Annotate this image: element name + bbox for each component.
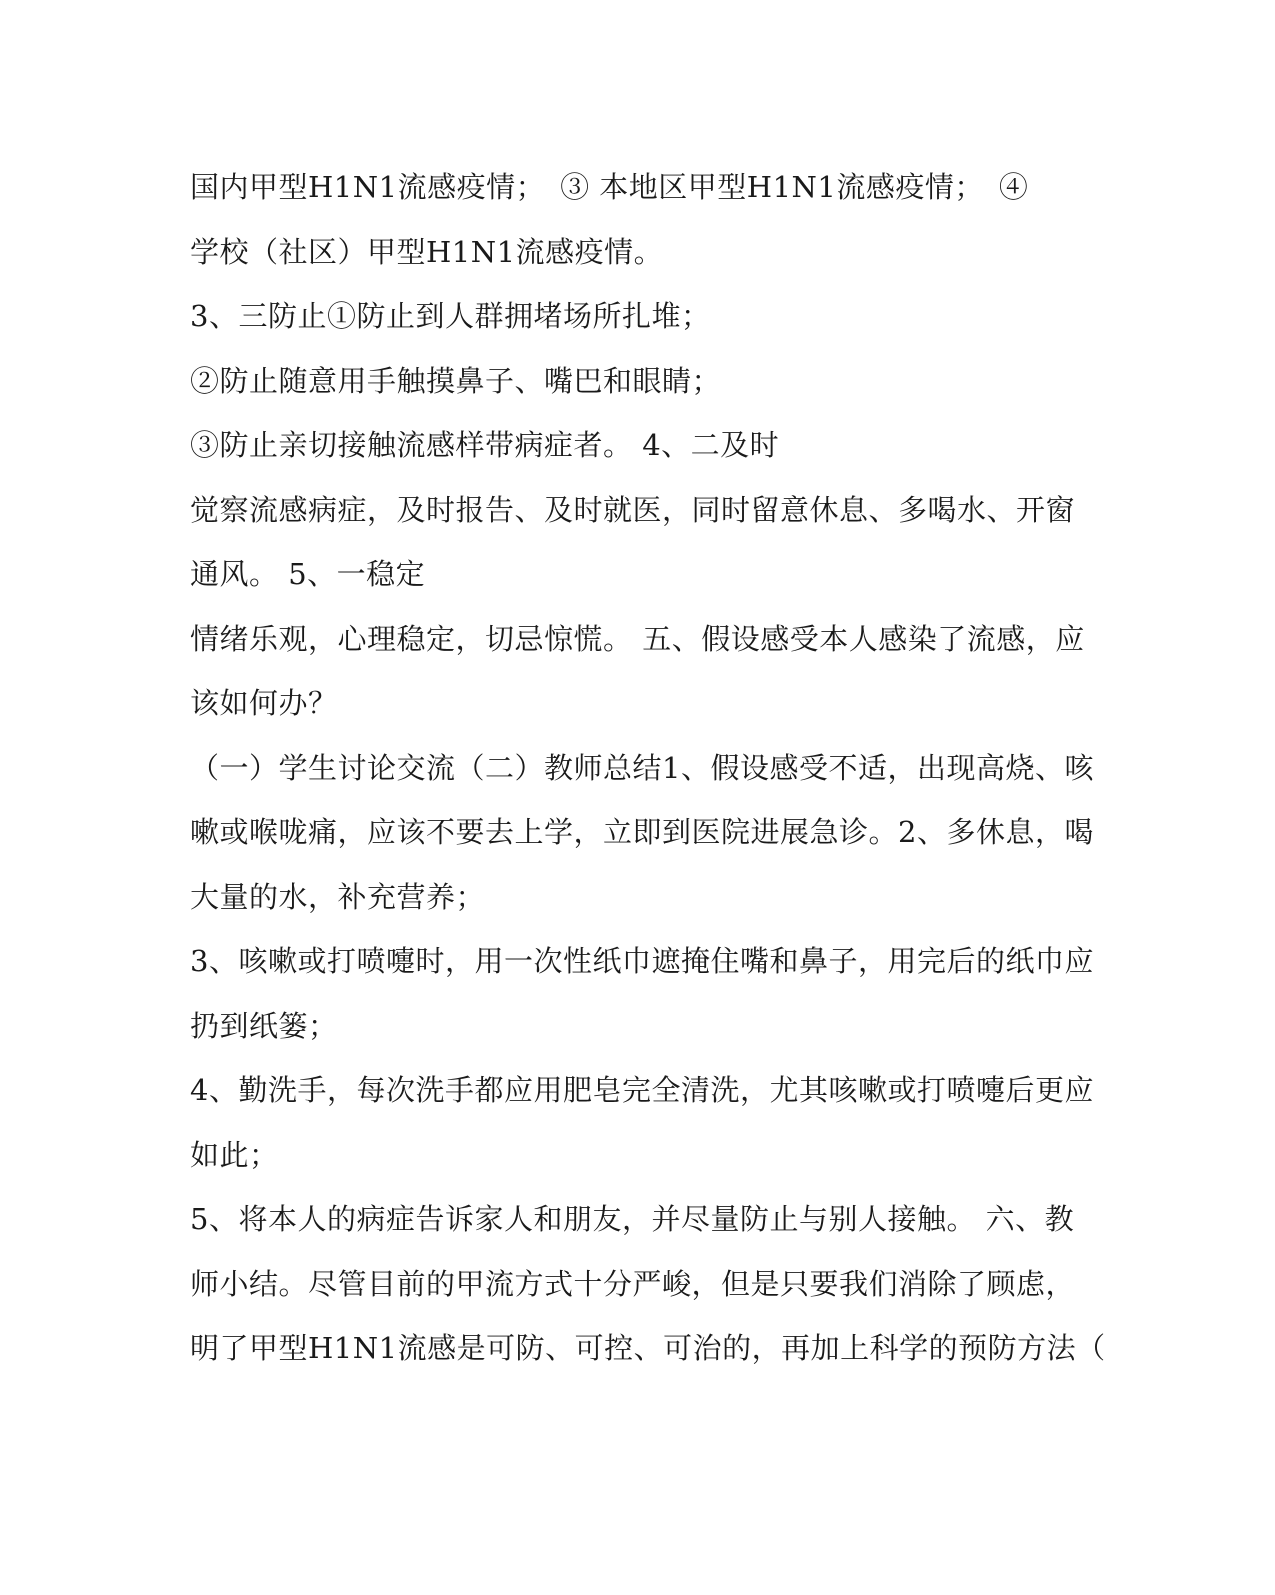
text-line: 如此；: [190, 1137, 279, 1172]
text-line: 嗽或喉咙痛，应该不要去上学，立即到医院进展急诊。2、多休息，喝: [190, 815, 1094, 849]
text-line: 国内甲型H1N1流感疫情； ③ 本地区甲型H1N1流感疫情； ④: [190, 170, 1029, 204]
text-line: 该如何办？: [190, 686, 338, 720]
text-line: 扔到纸篓；: [190, 1008, 338, 1043]
document-body: [190, 162, 1106, 1388]
text-line: 学校（社区）甲型H1N1流感疫情。: [190, 234, 664, 269]
text-line: 大量的水，补充营养；: [190, 879, 486, 914]
text-line: ③防止亲切接触流感样带病症者。 4、二及时: [190, 428, 780, 462]
text-line: 师小结。尽管目前的甲流方式十分严峻，但是只要我们消除了顾虑，: [190, 1266, 1076, 1301]
text-line: 明了甲型H1N1流感是可防、可控、可治的，再加上科学的预防方法（: [190, 1331, 1106, 1365]
text-line: 4、勤洗手，每次洗手都应用肥皂完全清洗，尤其咳嗽或打喷嚏后更应: [190, 1073, 1094, 1107]
text-line: ②防止随意用手触摸鼻子、嘴巴和眼睛；: [190, 363, 722, 398]
text-line: 3、三防止①防止到人群拥堵场所扎堆；: [190, 299, 711, 333]
text-line: 通风。 5、一稳定: [190, 557, 426, 591]
text-line: 情绪乐观，心理稳定，切忌惊慌。 五、假设感受本人感染了流感，应: [190, 621, 1085, 656]
text-line: 觉察流感病症，及时报告、及时就医，同时留意休息、多喝水、开窗: [190, 492, 1076, 527]
text-line: 3、咳嗽或打喷嚏时，用一次性纸巾遮掩住嘴和鼻子，用完后的纸巾应: [190, 944, 1094, 978]
text-line: （一）学生讨论交流（二）教师总结1、假设感受不适，出现高烧、咳: [190, 750, 1094, 785]
text-line: 5、将本人的病症告诉家人和朋友，并尽量防止与别人接触。 六、教: [190, 1202, 1075, 1236]
